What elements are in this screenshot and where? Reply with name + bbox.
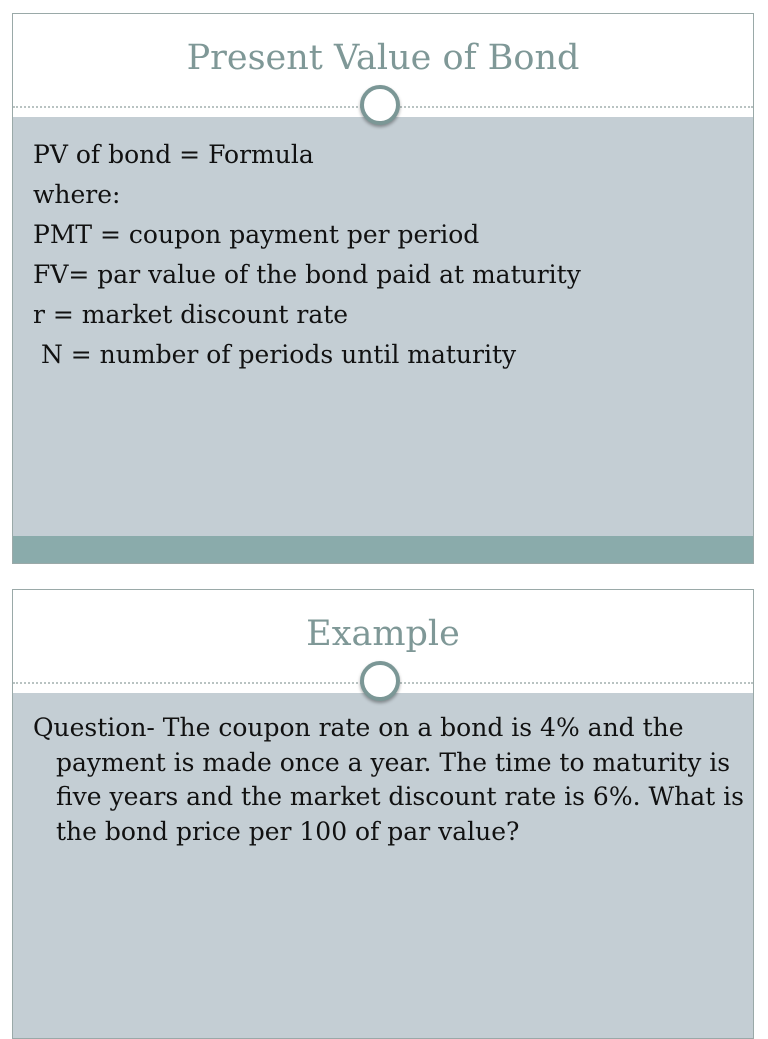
pmt-definition: PMT = coupon payment per period [33,220,480,249]
slide-present-value-of-bond [12,13,754,564]
fv-definition: FV= par value of the bond paid at maturity [33,260,581,289]
periods-definition: N = number of periods until maturity [33,340,517,369]
formula-line: PV of bond = Formula [33,140,314,169]
definition-list [33,135,581,375]
question-text: Question- The coupon rate on a bond is 4% and the payment is made once a year. The time to maturity is five years and the market discount rate is 6%. What is the bond price per 100 of par value? [33,713,745,846]
slide-example [12,589,754,1039]
where-line: where: [33,180,121,209]
circle-ornament-icon [360,85,400,125]
slide-body [13,693,753,1038]
slide-title: Present Value of Bond [186,38,580,78]
slide-title: Example [306,614,460,654]
circle-ornament-icon [360,661,400,701]
footer-band [13,536,753,563]
rate-definition: r = market discount rate [33,300,349,329]
slide-body [13,117,753,536]
